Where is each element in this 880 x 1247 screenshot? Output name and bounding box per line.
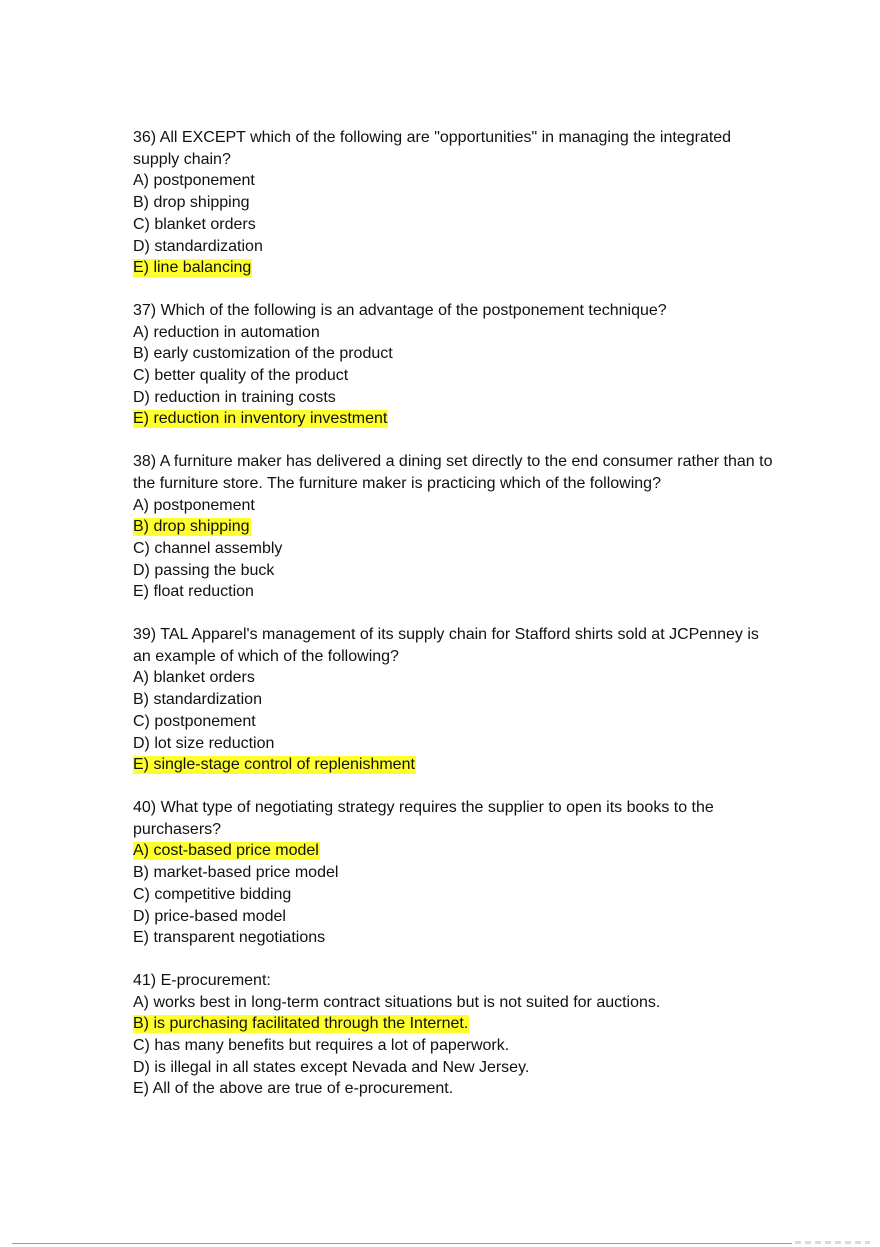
option-text: D) passing the buck <box>133 561 275 579</box>
option <box>133 689 773 711</box>
option-text: D) is illegal in all states except Nevada and New Jersey. <box>133 1058 530 1076</box>
option-highlighted-answer <box>133 1013 773 1035</box>
option <box>133 992 773 1014</box>
option <box>133 495 773 517</box>
question-37 <box>133 300 773 430</box>
option <box>133 1078 773 1100</box>
option-text: D) lot size reduction <box>133 734 275 752</box>
option <box>133 236 773 258</box>
option <box>133 365 773 387</box>
option-text: D) standardization <box>133 237 263 255</box>
option-text: E) All of the above are true of e-procurement. <box>133 1080 454 1098</box>
option-text: C) better quality of the product <box>133 367 349 385</box>
option-text: C) has many benefits but requires a lot of paperwork. <box>133 1037 510 1055</box>
option <box>133 581 773 603</box>
question-39 <box>133 624 773 776</box>
question-38 <box>133 451 773 603</box>
question-text: 37) Which of the following is an advantage of the postponement technique? <box>133 301 667 319</box>
option <box>133 711 773 733</box>
question-text: 38) A furniture maker has delivered a dining set directly to the end consumer rather than to the furniture store. The furniture maker is practicing which of the following? <box>133 453 773 492</box>
option-text: E) reduction in inventory investment <box>133 410 388 428</box>
option-highlighted-answer <box>133 257 773 279</box>
page-bottom-divider <box>12 1243 792 1244</box>
option-text: A) postponement <box>133 172 255 190</box>
option-text: E) float reduction <box>133 583 254 601</box>
option <box>133 538 773 560</box>
option-text: E) transparent negotiations <box>133 929 326 947</box>
option-highlighted-answer <box>133 840 773 862</box>
option <box>133 170 773 192</box>
question-text: 41) E-procurement: <box>133 971 271 989</box>
option-text: A) blanket orders <box>133 669 255 687</box>
option-text: C) competitive bidding <box>133 885 292 903</box>
option-text: D) reduction in training costs <box>133 388 336 406</box>
option-text: B) drop shipping <box>133 194 250 212</box>
option-text: A) cost-based price model <box>133 842 319 860</box>
option-text: A) postponement <box>133 496 255 514</box>
option-text: B) standardization <box>133 691 262 709</box>
option <box>133 192 773 214</box>
option-text: A) works best in long-term contract situations but is not suited for auctions. <box>133 993 661 1011</box>
option <box>133 906 773 928</box>
option-text: E) single-stage control of replenishment <box>133 756 415 774</box>
option-highlighted-answer <box>133 408 773 430</box>
option <box>133 884 773 906</box>
option-text: A) reduction in automation <box>133 323 320 341</box>
option <box>133 667 773 689</box>
question-text: 36) All EXCEPT which of the following are "opportunities" in managing the integrated supply chain? <box>133 129 732 168</box>
option-highlighted-answer <box>133 516 773 538</box>
option-text: D) price-based model <box>133 907 286 925</box>
option-text: C) channel assembly <box>133 539 283 557</box>
option-text: B) market-based price model <box>133 864 339 882</box>
option <box>133 322 773 344</box>
option <box>133 214 773 236</box>
option-text: B) early customization of the product <box>133 345 393 363</box>
option <box>133 343 773 365</box>
option <box>133 733 773 755</box>
question-text: 39) TAL Apparel's management of its supply chain for Stafford shirts sold at JCPenney is an example of which of the following? <box>133 626 759 665</box>
option-text: B) drop shipping <box>133 518 250 536</box>
option <box>133 560 773 582</box>
question-41 <box>133 970 773 1100</box>
option <box>133 1057 773 1079</box>
option-text: E) line balancing <box>133 259 252 277</box>
question-40 <box>133 797 773 949</box>
document-body <box>133 127 773 1121</box>
option-text: B) is purchasing facilitated through the Internet. <box>133 1015 469 1033</box>
option <box>133 862 773 884</box>
option <box>133 1035 773 1057</box>
option-text: C) postponement <box>133 712 256 730</box>
question-36 <box>133 127 773 279</box>
option-text: C) blanket orders <box>133 215 256 233</box>
option-highlighted-answer <box>133 754 773 776</box>
option <box>133 927 773 949</box>
page-footer-mark <box>795 1241 870 1244</box>
question-text: 40) What type of negotiating strategy requires the supplier to open its books to the purchasers? <box>133 798 714 838</box>
option <box>133 387 773 409</box>
